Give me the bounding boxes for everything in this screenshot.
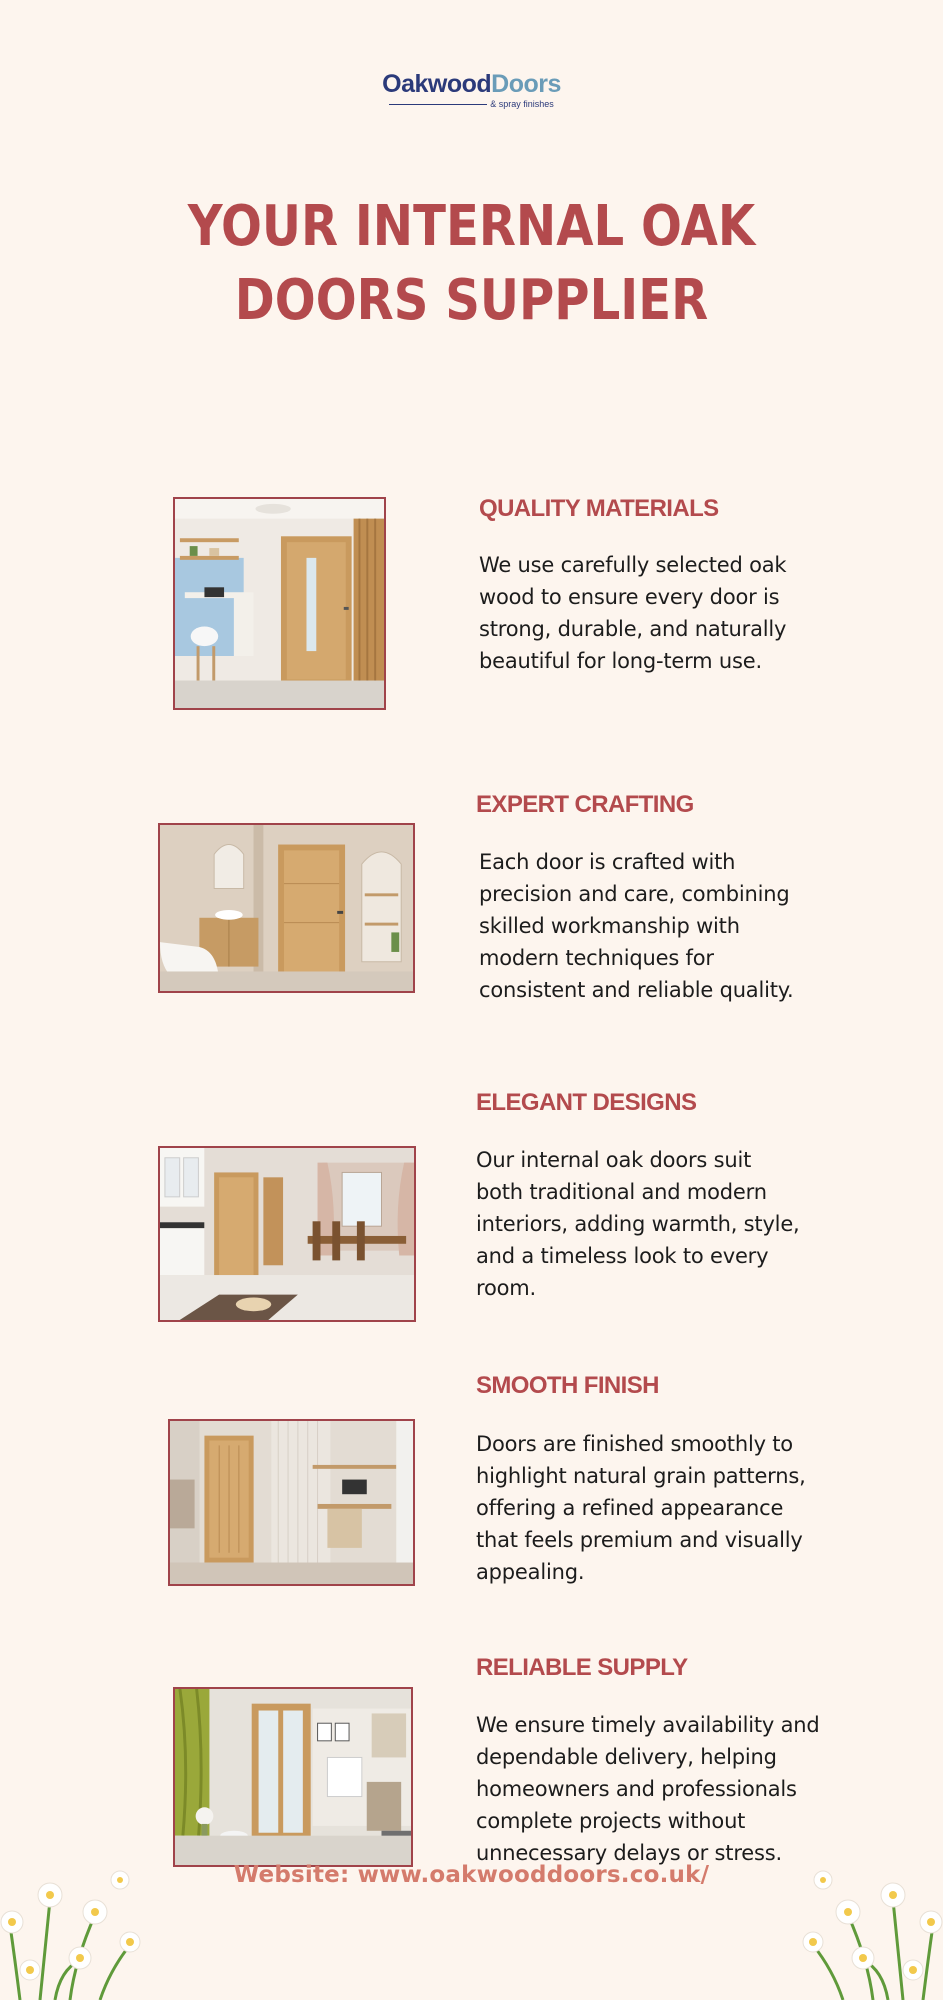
feature-description-smooth-finish (476, 1428, 896, 1588)
page-title-line2: DOORS SUPPLIER (234, 268, 709, 333)
feature-description-line: interiors, adding warmth, style, (476, 1212, 800, 1236)
feature-description-line: Each door is crafted with (479, 850, 736, 874)
feature-description-line: and a timeless look to every (476, 1244, 769, 1268)
feature-description-line: We ensure timely availability and (476, 1713, 820, 1737)
logo-brand-oakwood: Oakwood (382, 70, 492, 98)
feature-description-line: We use carefully selected oak (479, 553, 787, 577)
feature-description-line: beautiful for long-term use. (479, 649, 762, 673)
feature-heading-smooth-finish: SMOOTH FINISH (476, 1372, 659, 1399)
feature-image-dining-room (158, 1146, 416, 1322)
feature-description-line: both traditional and modern (476, 1180, 767, 1204)
page-title-line1: YOUR INTERNAL OAK (187, 194, 756, 259)
feature-image-home-office (168, 1419, 415, 1586)
logo-brand-doors: Doors (491, 70, 561, 98)
feature-description-line: Doors are finished smoothly to (476, 1432, 793, 1456)
feature-heading-reliable-supply: RELIABLE SUPPLY (476, 1654, 688, 1681)
feature-description-elegant-designs (476, 1144, 896, 1304)
feature-description-line: consistent and reliable quality. (479, 978, 794, 1002)
feature-description-line: complete projects without (476, 1809, 746, 1833)
feature-description-line: appealing. (476, 1560, 585, 1584)
logo-tagline: & spray finishes (490, 99, 554, 109)
feature-description-line: that feels premium and visually (476, 1528, 803, 1552)
feature-heading-expert-crafting: EXPERT CRAFTING (476, 791, 694, 818)
feature-image-study-room (173, 497, 386, 710)
page-title (66, 190, 877, 338)
logo-underline (389, 104, 487, 105)
feature-image-living-room (173, 1687, 413, 1867)
feature-description-line: dependable delivery, helping (476, 1745, 777, 1769)
feature-description-line: strong, durable, and naturally (479, 617, 787, 641)
feature-description-line: skilled workmanship with (479, 914, 740, 938)
feature-description-line: offering a refined appearance (476, 1496, 784, 1520)
logo-wordmark (0, 70, 943, 98)
feature-description-line: precision and care, combining (479, 882, 790, 906)
feature-image-bathroom (158, 823, 415, 993)
brand-logo (0, 70, 943, 110)
feature-description-line: room. (476, 1276, 537, 1300)
feature-description-reliable-supply (476, 1709, 896, 1869)
feature-description-line: homeowners and professionals (476, 1777, 797, 1801)
feature-description-expert-crafting (479, 846, 889, 1006)
feature-description-line: highlight natural grain patterns, (476, 1464, 806, 1488)
feature-description-line: modern techniques for (479, 946, 714, 970)
feature-description-line: wood to ensure every door is (479, 585, 780, 609)
feature-description-line: Our internal oak doors suit (476, 1148, 752, 1172)
feature-description-quality-materials (479, 549, 879, 677)
website-link[interactable]: Website: www.oakwooddoors.co.uk/ (233, 1862, 710, 1888)
feature-heading-elegant-designs: ELEGANT DESIGNS (476, 1089, 697, 1116)
feature-heading-quality-materials: QUALITY MATERIALS (479, 495, 719, 522)
feature-description-line: unnecessary delays or stress. (476, 1841, 782, 1865)
